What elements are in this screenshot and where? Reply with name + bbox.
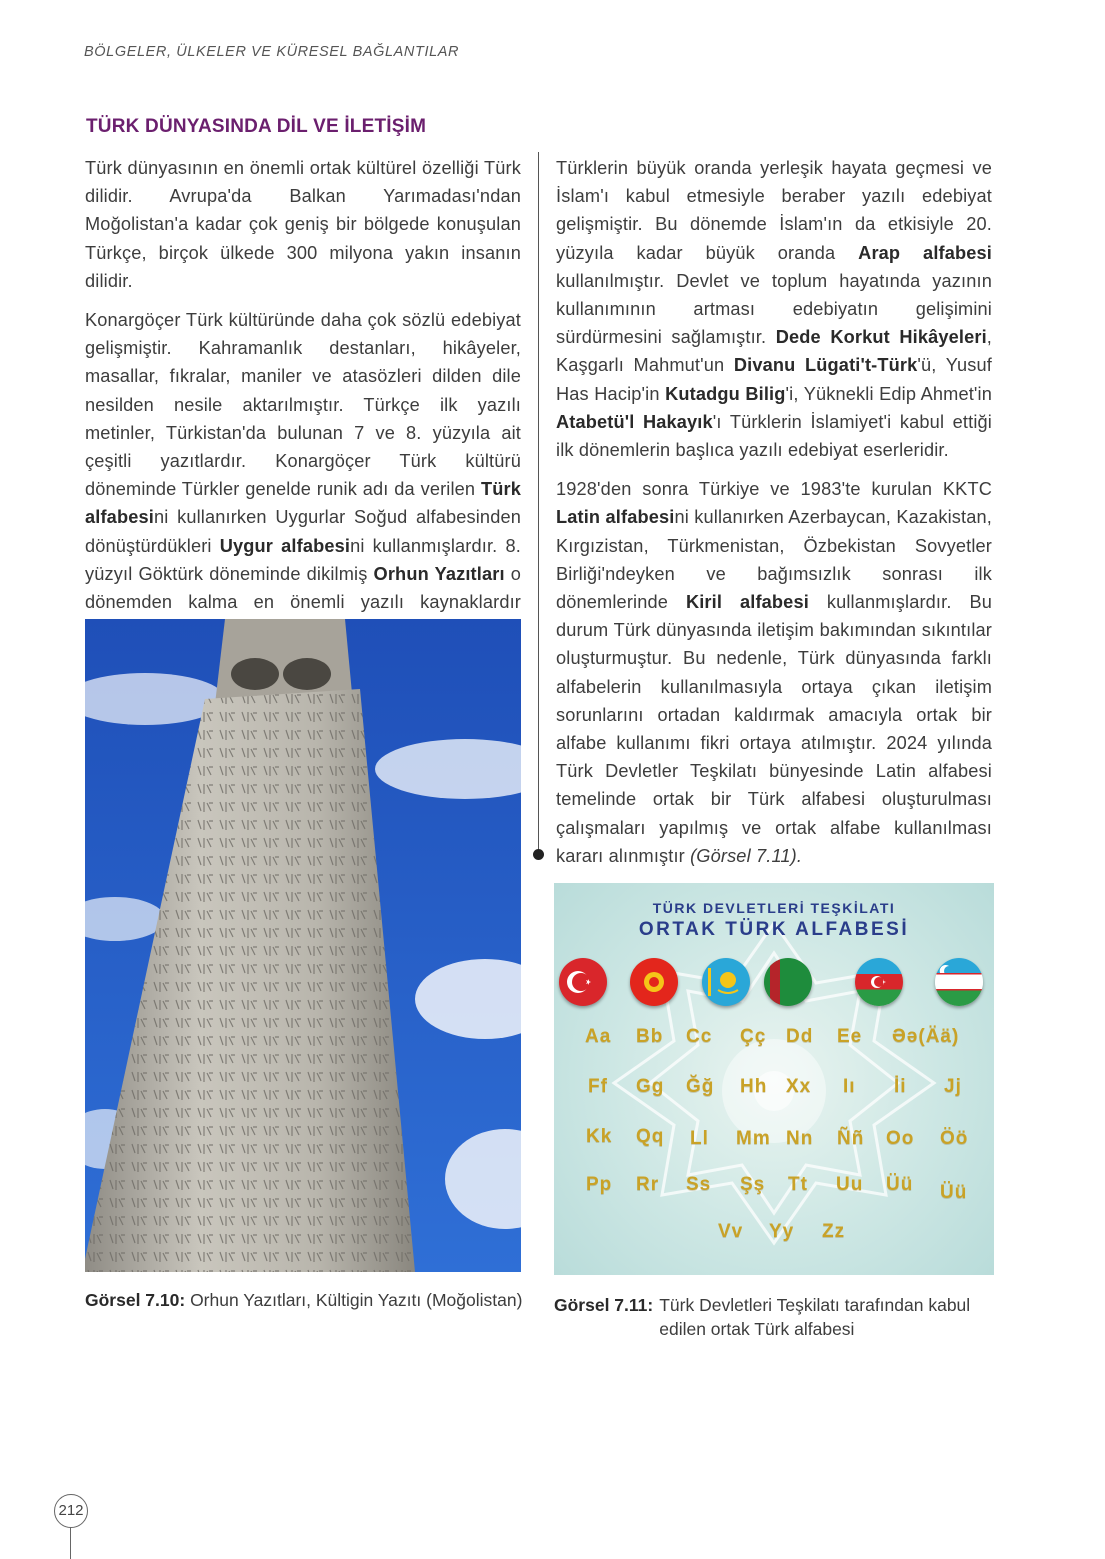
text-span: ni kullanırken Uygurlar Soğud alfabesinden dönüştürdükleri bbox=[85, 507, 521, 556]
alphabet-letter: Şş bbox=[740, 1174, 766, 1195]
alphabet-letter: Xx bbox=[786, 1076, 812, 1097]
alphabet-letter: Rr bbox=[636, 1174, 660, 1195]
alphabet-letter: Ğğ bbox=[686, 1076, 715, 1097]
alphabet-letter: Hh bbox=[740, 1076, 768, 1097]
alphabet-letter: Ññ bbox=[837, 1128, 865, 1149]
alphabet-letter: İi bbox=[894, 1076, 907, 1097]
alphabet-letter: Bb bbox=[636, 1026, 664, 1047]
alphabet-letter: Cc bbox=[686, 1026, 713, 1047]
alphabet-letter: Ff bbox=[588, 1076, 608, 1097]
term-kutadgu-bilig: Kutadgu Bilig bbox=[665, 383, 786, 404]
left-paragraph-2 bbox=[85, 306, 521, 644]
text-span: , Kaşgarlı Mahmut'un bbox=[556, 327, 992, 376]
alphabet-letter: Kk bbox=[586, 1126, 613, 1147]
alphabet-letter: Mm bbox=[736, 1128, 771, 1149]
kyrgyzstan-flag-icon bbox=[630, 958, 678, 1006]
caption-text: Orhun Yazıtları, Kültigin Yazıtı (Moğolistan) bbox=[185, 1290, 523, 1310]
text-span: Türklerin büyük oranda yerleşik hayata geçmesi ve İslam'ı kabul etmesiyle beraber yazılı edebiyat gelişmiştir. Bu dönemde İslam'ın da etkisiyle 20. yüzyıla kadar büyük oranda bbox=[556, 158, 992, 263]
alphabet-letter: Ss bbox=[686, 1174, 712, 1195]
text-span: ni kullanırken Azerbaycan, Kazakistan, Kırgızistan, Türkmenistan, Özbekistan Sovyetler Birliği'ndeyken ve bağımsızlık sonrası ilk dönemlerinde bbox=[556, 507, 992, 613]
text-span: kullanılmıştır. Devlet ve toplum hayatında yazının kullanımının artması edebiyatın gelişimini sürdürmesini sağlamıştır. bbox=[556, 270, 992, 348]
text-span: Konargöçer Türk kültüründe daha çok sözlü edebiyat gelişmiştir. Kahramanlık destanları, hikâyeler, masallar, fıkralar, maniler ve atasözleri dilden dile nesilden nesile aktarılmıştır. Türkçe ilk yazılı metinler, Türkistan'da bulunan 7 ve 8. yüzyıla ait çeşitli yazıtlardır. Konargöçer Türk kültürü döneminde Türkler genelde runik adı da verilen bbox=[85, 310, 521, 500]
term-kiril-alfabesi: Kiril alfabesi bbox=[685, 592, 809, 613]
alphabet-letter: Üü bbox=[940, 1182, 968, 1203]
alphabet-title-line-1: TÜRK DEVLETLERİ TEŞKİLATI bbox=[652, 900, 896, 916]
term-divanu-lugat: Divanu Lügati't-Türk bbox=[733, 355, 918, 376]
alphabet-letter: Üü bbox=[886, 1174, 914, 1195]
caption-text: Türk Devletleri Teşkilatı tarafından kabul edilen ortak Türk alfabesi bbox=[659, 1295, 971, 1339]
kazakhstan-flag-icon bbox=[702, 958, 750, 1006]
alphabet-letter: Dd bbox=[786, 1026, 814, 1047]
section-title: TÜRK DÜNYASINDA DİL VE İLETİŞİM bbox=[86, 116, 427, 137]
running-head: BÖLGELER, ÜLKELER VE KÜRESEL BAĞLANTILAR bbox=[84, 44, 460, 60]
common-turkic-alphabet-image bbox=[554, 883, 994, 1275]
alphabet-letter: Nn bbox=[786, 1128, 814, 1149]
alphabet-letter: Əə(Ää) bbox=[892, 1026, 960, 1047]
right-column bbox=[556, 154, 992, 881]
alphabet-letter: Iı bbox=[843, 1076, 856, 1097]
azerbaijan-flag-icon bbox=[855, 958, 903, 1006]
text-span: ni kullanmışlardır. 8. yüzyıl Göktürk döneminde dikilmiş bbox=[85, 535, 521, 584]
alphabet-letter: Aa bbox=[585, 1026, 612, 1047]
alphabet-letter: Ee bbox=[837, 1026, 863, 1047]
page-number: 212 bbox=[54, 1494, 88, 1528]
orhun-inscription-photo bbox=[85, 619, 521, 1272]
figure-reference: (Görsel 7.11). bbox=[690, 845, 803, 866]
text-span: kullanmışlardır. Bu durum Türk dünyasında iletişim bakımından sıkıntılar oluşturmuştur. Bu nedenle, Türk dünyasında farklı alfabelerin kullanılmasıyla ortaya çıkan iletişim sorunlarını ortadan kaldırmak amacıyla ortak bir alfabe kullanımı fikri ortaya atılmıştır. 2024 yılında Türk Devletler Teşkilatı bünyesinde Latin alfabesi temelinde ortak bir Türk alfabesi oluşturulması çalışmaları yapılmış ve ortak alfabe kullanılması kararı alınmıştır bbox=[556, 592, 993, 866]
caption-label: Görsel 7.11: bbox=[554, 1295, 654, 1315]
alphabet-letter: Oo bbox=[886, 1128, 915, 1149]
right-paragraph-1 bbox=[556, 154, 992, 464]
term-latin-alfabesi: Latin alfabesi bbox=[556, 507, 675, 528]
alphabet-letter: Vv bbox=[718, 1221, 744, 1242]
alphabet-letter: Zz bbox=[822, 1221, 846, 1242]
caption-label: Görsel 7.10: bbox=[85, 1290, 186, 1310]
uzbekistan-flag-icon bbox=[935, 958, 983, 1006]
alphabet-letter: Ll bbox=[690, 1128, 709, 1149]
term-arap-alfabesi: Arap alfabesi bbox=[858, 242, 992, 263]
text-span: 1928'den sonra Türkiye ve 1983'te kurulan KKTC bbox=[556, 479, 992, 500]
text-span: 'ı Türklerin İslamiyet'i kabul ettiği ilk dönemlerin başlıca yazılı edebiyat eserleridir. bbox=[556, 411, 992, 461]
alphabet-letter: Jj bbox=[944, 1076, 962, 1097]
figure-7-10-caption bbox=[85, 1288, 535, 1312]
term-turk-alfabesi: Türk alfabesi bbox=[85, 479, 521, 528]
column-divider bbox=[538, 152, 539, 852]
alphabet-letter: Tt bbox=[788, 1174, 808, 1195]
right-paragraph-2 bbox=[556, 475, 992, 870]
alphabet-letter: Yy bbox=[769, 1221, 795, 1242]
alphabet-letter: Uu bbox=[836, 1174, 864, 1195]
alphabet-letter: Gg bbox=[636, 1076, 665, 1097]
text-span: o dönemden kalma en önemli yazılı kaynaklardır bbox=[85, 563, 521, 613]
left-paragraph-1: Türk dünyasının en önemli ortak kültürel özelliği Türk dilidir. Avrupa'da Balkan Yarımadası'ndan Moğolistan'a kadar çok geniş bir bölgede konuşulan Türkçe, birçok ülkede 300 milyona yakın insanın dilidir. bbox=[85, 158, 521, 291]
text-span: 'i, Yüknekli Edip Ahmet'in bbox=[785, 383, 992, 404]
page-number-line bbox=[70, 1527, 71, 1559]
octagram-emblem bbox=[554, 883, 994, 1275]
divider-dot bbox=[533, 849, 544, 860]
alphabet-title-line-2: ORTAK TÜRK ALFABESİ bbox=[638, 919, 910, 940]
term-uygur-alfabesi: Uygur alfabesi bbox=[219, 535, 351, 556]
alphabet-letter: Öö bbox=[940, 1128, 969, 1149]
stele-illustration bbox=[85, 619, 521, 1272]
term-atabetul-hakayik: Atabetü'l Hakayık bbox=[556, 411, 713, 432]
left-column bbox=[85, 154, 521, 655]
alphabet-letter: Qq bbox=[636, 1126, 665, 1147]
figure-7-11-caption bbox=[554, 1293, 1004, 1341]
term-dede-korkut: Dede Korkut Hikâyeleri bbox=[775, 327, 987, 348]
turkey-flag-icon bbox=[559, 958, 607, 1006]
term-orhun-yazitlari: Orhun Yazıtları bbox=[373, 563, 505, 584]
turkmenistan-flag-icon bbox=[764, 958, 812, 1006]
text-span: 'ü, Yusuf Has Hacip'in bbox=[556, 355, 993, 404]
alphabet-letter: Pp bbox=[586, 1174, 613, 1195]
alphabet-letter: Çç bbox=[740, 1026, 767, 1047]
